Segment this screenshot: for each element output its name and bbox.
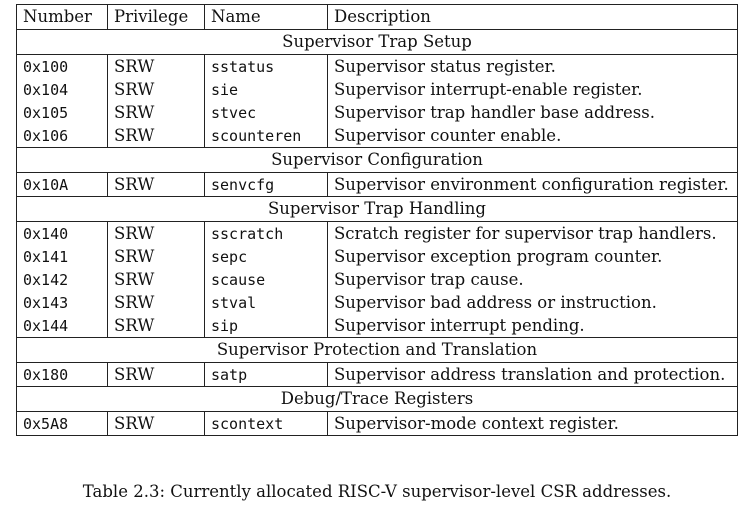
cell-description: Supervisor bad address or instruction.	[328, 291, 738, 314]
group-title: Supervisor Trap Handling	[17, 197, 738, 222]
table-body	[17, 30, 738, 436]
cell-name: sscratch	[205, 222, 328, 246]
table-row	[17, 363, 738, 387]
cell-name: sepc	[205, 245, 328, 268]
cell-number: 0x144	[17, 314, 108, 338]
group-header-row	[17, 197, 738, 222]
cell-description: Supervisor address translation and protection.	[328, 363, 738, 387]
cell-privilege: SRW	[108, 314, 205, 338]
table-row	[17, 101, 738, 124]
cell-privilege: SRW	[108, 268, 205, 291]
table-row	[17, 412, 738, 436]
cell-name: satp	[205, 363, 328, 387]
cell-description: Supervisor trap cause.	[328, 268, 738, 291]
cell-description: Supervisor interrupt-enable register.	[328, 78, 738, 101]
cell-name: senvcfg	[205, 173, 328, 197]
cell-privilege: SRW	[108, 412, 205, 436]
cell-privilege: SRW	[108, 124, 205, 148]
cell-privilege: SRW	[108, 55, 205, 79]
header-name: Name	[205, 5, 328, 30]
table-row	[17, 291, 738, 314]
group-header-row	[17, 148, 738, 173]
cell-name: scounteren	[205, 124, 328, 148]
cell-description: Supervisor interrupt pending.	[328, 314, 738, 338]
group-header-row	[17, 338, 738, 363]
cell-description: Supervisor counter enable.	[328, 124, 738, 148]
cell-name: stval	[205, 291, 328, 314]
cell-privilege: SRW	[108, 173, 205, 197]
group-title: Supervisor Configuration	[17, 148, 738, 173]
header-number: Number	[17, 5, 108, 30]
group-title: Supervisor Trap Setup	[17, 30, 738, 55]
table-row	[17, 124, 738, 148]
group-header-row	[17, 387, 738, 412]
cell-number: 0x140	[17, 222, 108, 246]
cell-name: scontext	[205, 412, 328, 436]
header-row	[17, 5, 738, 30]
cell-number: 0x104	[17, 78, 108, 101]
cell-number: 0x143	[17, 291, 108, 314]
cell-number: 0x141	[17, 245, 108, 268]
header-privilege: Privilege	[108, 5, 205, 30]
group-header-row	[17, 30, 738, 55]
cell-description: Supervisor exception program counter.	[328, 245, 738, 268]
cell-name: sstatus	[205, 55, 328, 79]
cell-privilege: SRW	[108, 101, 205, 124]
cell-description: Scratch register for supervisor trap handlers.	[328, 222, 738, 246]
cell-number: 0x5A8	[17, 412, 108, 436]
cell-number: 0x180	[17, 363, 108, 387]
table-row	[17, 268, 738, 291]
header-description: Description	[328, 5, 738, 30]
cell-name: scause	[205, 268, 328, 291]
cell-privilege: SRW	[108, 291, 205, 314]
table-row	[17, 245, 738, 268]
cell-privilege: SRW	[108, 363, 205, 387]
table-caption: Table 2.3: Currently allocated RISC-V supervisor-level CSR addresses.	[82, 482, 672, 501]
cell-number: 0x10A	[17, 173, 108, 197]
cell-name: sie	[205, 78, 328, 101]
cell-privilege: SRW	[108, 78, 205, 101]
cell-privilege: SRW	[108, 222, 205, 246]
csr-table	[16, 4, 738, 436]
cell-description: Supervisor trap handler base address.	[328, 101, 738, 124]
cell-number: 0x105	[17, 101, 108, 124]
table-row	[17, 173, 738, 197]
table-row	[17, 314, 738, 338]
group-title: Supervisor Protection and Translation	[17, 338, 738, 363]
cell-name: sip	[205, 314, 328, 338]
cell-description: Supervisor environment configuration register.	[328, 173, 738, 197]
cell-number: 0x142	[17, 268, 108, 291]
table-row	[17, 55, 738, 79]
cell-description: Supervisor-mode context register.	[328, 412, 738, 436]
cell-description: Supervisor status register.	[328, 55, 738, 79]
cell-number: 0x100	[17, 55, 108, 79]
cell-name: stvec	[205, 101, 328, 124]
cell-privilege: SRW	[108, 245, 205, 268]
cell-number: 0x106	[17, 124, 108, 148]
group-title: Debug/Trace Registers	[17, 387, 738, 412]
table-row	[17, 78, 738, 101]
table-row	[17, 222, 738, 246]
